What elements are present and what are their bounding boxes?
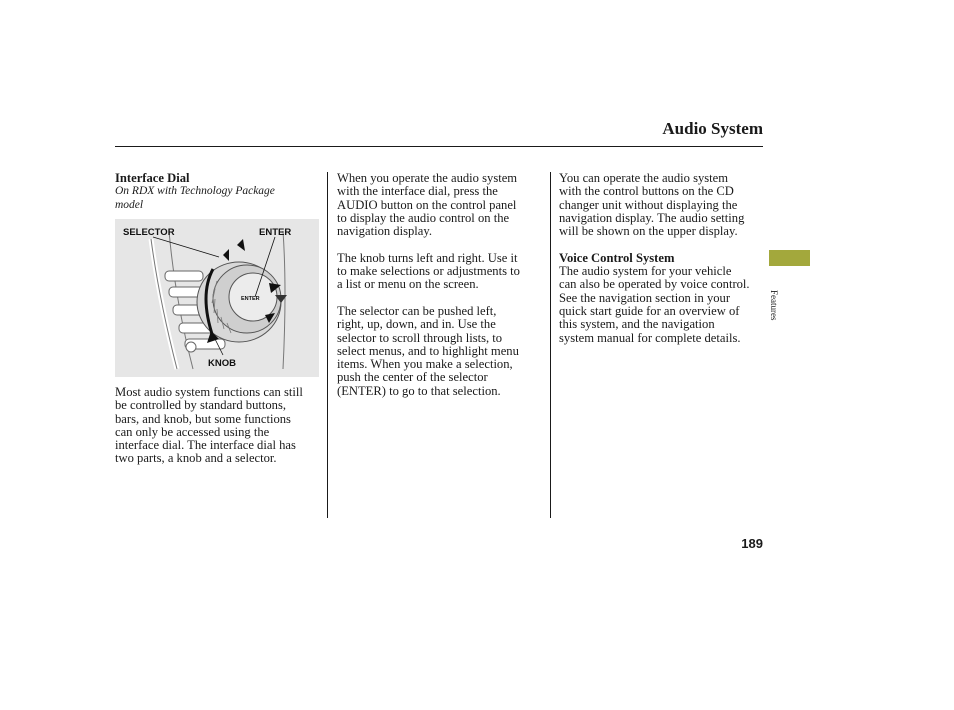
- paragraph: The audio system for your vehicle can also be operated by voice control. See the navigation section in your quick start guide for an overview of this system, and the navigation system manual for complete details.: [559, 264, 750, 345]
- interface-dial-illustration: [115, 219, 319, 377]
- paragraph: When you operate the audio system with the interface dial, press the AUDIO button on the control panel to display the audio control on the navigation display.: [337, 171, 518, 239]
- interface-dial-heading: Interface Dial: [115, 171, 190, 185]
- page-title: Audio System: [662, 119, 763, 138]
- paragraph: You can operate the audio system with the control buttons on the CD changer unit without displaying the navigation display. The audio setting will be shown on the upper display.: [559, 171, 745, 239]
- section-tab: [769, 250, 810, 266]
- enter-label: ENTER: [259, 227, 292, 238]
- knob-label: KNOB: [208, 358, 236, 369]
- knob-enter-label: ENTER: [241, 296, 260, 302]
- paragraph: The selector can be pushed left, right, up, down, and in. Use the selector to scroll through lists, to select menus, and to highlight menu items. When you make a selection, push the center of the selector (ENTER) to go to that selection.: [337, 303, 519, 398]
- selector-label: SELECTOR: [123, 227, 175, 238]
- column-3: [559, 172, 767, 358]
- paragraph: Most audio system functions can still be controlled by standard buttons, bars, and knob, but some functions can only be accessed using the interface dial. The interface dial has two parts, a knob and a selector.: [115, 385, 303, 466]
- column-2: [337, 172, 545, 411]
- voice-control-heading: Voice Control System: [559, 250, 675, 265]
- paragraph: The knob turns left and right. Use it to make selections or adjustments to a list or menu on the screen.: [337, 250, 520, 292]
- column-1: [115, 172, 320, 225]
- page-number: 189: [741, 536, 763, 551]
- section-label-text: Features: [769, 290, 779, 321]
- section-label: [767, 290, 783, 330]
- column-divider: [550, 172, 551, 518]
- column-1-body: [115, 386, 325, 479]
- column-divider: [327, 172, 328, 518]
- interface-dial-figure: [115, 219, 319, 377]
- model-note: On RDX with Technology Package model: [115, 185, 275, 211]
- header-rule: [115, 146, 763, 147]
